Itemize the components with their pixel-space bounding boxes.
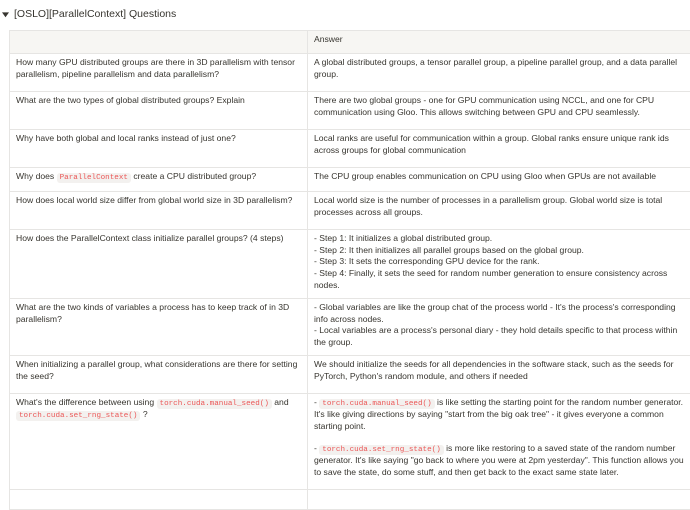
answer-cell[interactable]: A global distributed groups, a tensor parallel group, a pipeline parallel group, and a data parallel group. [308, 54, 690, 92]
page-title: [OSLO][ParallelContext] Questions [14, 7, 176, 21]
paragraph-spacer [314, 433, 684, 443]
question-cell[interactable]: How does the ParallelContext class initialize parallel groups? (4 steps) [10, 230, 308, 299]
answer-paragraph [314, 397, 684, 433]
table-row [10, 394, 690, 490]
question-cell[interactable] [10, 168, 308, 192]
question-cell[interactable]: What are the two kinds of variables a process has to keep track of in 3D parallelism? [10, 299, 308, 356]
inline-code: torch.cuda.set_rng_state() [16, 411, 140, 421]
question-cell[interactable]: Why have both global and local ranks instead of just one? [10, 130, 308, 168]
answer-line: - Step 3: It sets the corresponding GPU device for the rank. [314, 256, 684, 268]
answer-cell[interactable]: Local world size is the number of processes in a parallelism group. Global world size is total processes across all groups. [308, 192, 690, 230]
table-row [10, 299, 690, 356]
column-header-answer[interactable]: Answer [308, 31, 690, 54]
table-row [10, 54, 690, 92]
answer-text: - [314, 443, 317, 453]
answer-text: - [314, 397, 317, 407]
inline-code: torch.cuda.manual_seed() [319, 399, 434, 409]
inline-code: torch.cuda.manual_seed() [157, 399, 272, 409]
question-cell[interactable]: What are the two types of global distributed groups? Explain [10, 92, 308, 130]
answer-paragraph [314, 443, 684, 479]
column-header-question[interactable] [10, 31, 308, 54]
answer-line: - Local variables are a process's personal diary - they hold details specific to that process within the group. [314, 325, 684, 348]
table-row [10, 490, 690, 510]
answer-cell[interactable] [308, 490, 690, 510]
answer-text: is more like restoring to a saved state of the random number generator. It's like saying "go back to where you were at 2pm yesterday". This function allows you to save the state, do some stuff, and then get back to the exact same state later. [314, 443, 684, 477]
answer-cell[interactable] [308, 394, 690, 490]
answer-line: - Step 2: It then initializes all parallel groups based on the global group. [314, 245, 684, 257]
question-cell[interactable] [10, 490, 308, 510]
inline-code: ParallelContext [57, 173, 131, 183]
table-row [10, 192, 690, 230]
question-cell[interactable]: How many GPU distributed groups are there in 3D parallelism with tensor parallelism, pipeline parallelism and data parallelism? [10, 54, 308, 92]
table-row [10, 92, 690, 130]
table-row [10, 168, 690, 192]
answer-cell[interactable] [308, 230, 690, 299]
answer-cell[interactable]: Local ranks are useful for communication within a group. Global ranks ensure unique rank ids across groups for global communication [308, 130, 690, 168]
answer-text: is like setting the starting point for the random number generator. It's like giving directions by saying "start from the big oak tree" - it gives everyone a common starting point. [314, 397, 683, 431]
answer-line: - Global variables are like the group chat of the process world - It's the process's corresponding info across nodes. [314, 302, 684, 325]
answer-cell[interactable]: The CPU group enables communication on CPU using Gloo when GPUs are not available [308, 168, 690, 192]
questions-table [9, 30, 690, 510]
table-row [10, 130, 690, 168]
table-header-row [10, 31, 690, 54]
question-cell[interactable]: When initializing a parallel group, what considerations are there for setting the seed? [10, 356, 308, 394]
toggle-block-header[interactable] [0, 0, 690, 28]
table-row [10, 356, 690, 394]
question-cell[interactable]: How does local world size differ from global world size in 3D parallelism? [10, 192, 308, 230]
answer-line: - Step 1: It initializes a global distributed group. [314, 233, 684, 245]
question-text: and [274, 397, 288, 407]
question-text: create a CPU distributed group? [133, 171, 256, 181]
question-text: What's the difference between using [16, 397, 154, 407]
answer-line: - Step 4: Finally, it sets the seed for random number generation to ensure consistency across nodes. [314, 268, 684, 291]
answer-cell[interactable]: There are two global groups - one for GPU communication using NCCL, and one for CPU communication using Gloo. This allows switching between GPU and CPU seamlessly. [308, 92, 690, 130]
question-text: ? [143, 409, 148, 419]
question-cell[interactable] [10, 394, 308, 490]
triangle-down-icon[interactable] [0, 9, 10, 19]
answer-cell[interactable] [308, 299, 690, 356]
answer-cell[interactable]: We should initialize the seeds for all dependencies in the software stack, such as the seeds for PyTorch, Python's random module, and others if needed [308, 356, 690, 394]
table-row [10, 230, 690, 299]
question-text: Why does [16, 171, 54, 181]
inline-code: torch.cuda.set_rng_state() [319, 445, 443, 455]
